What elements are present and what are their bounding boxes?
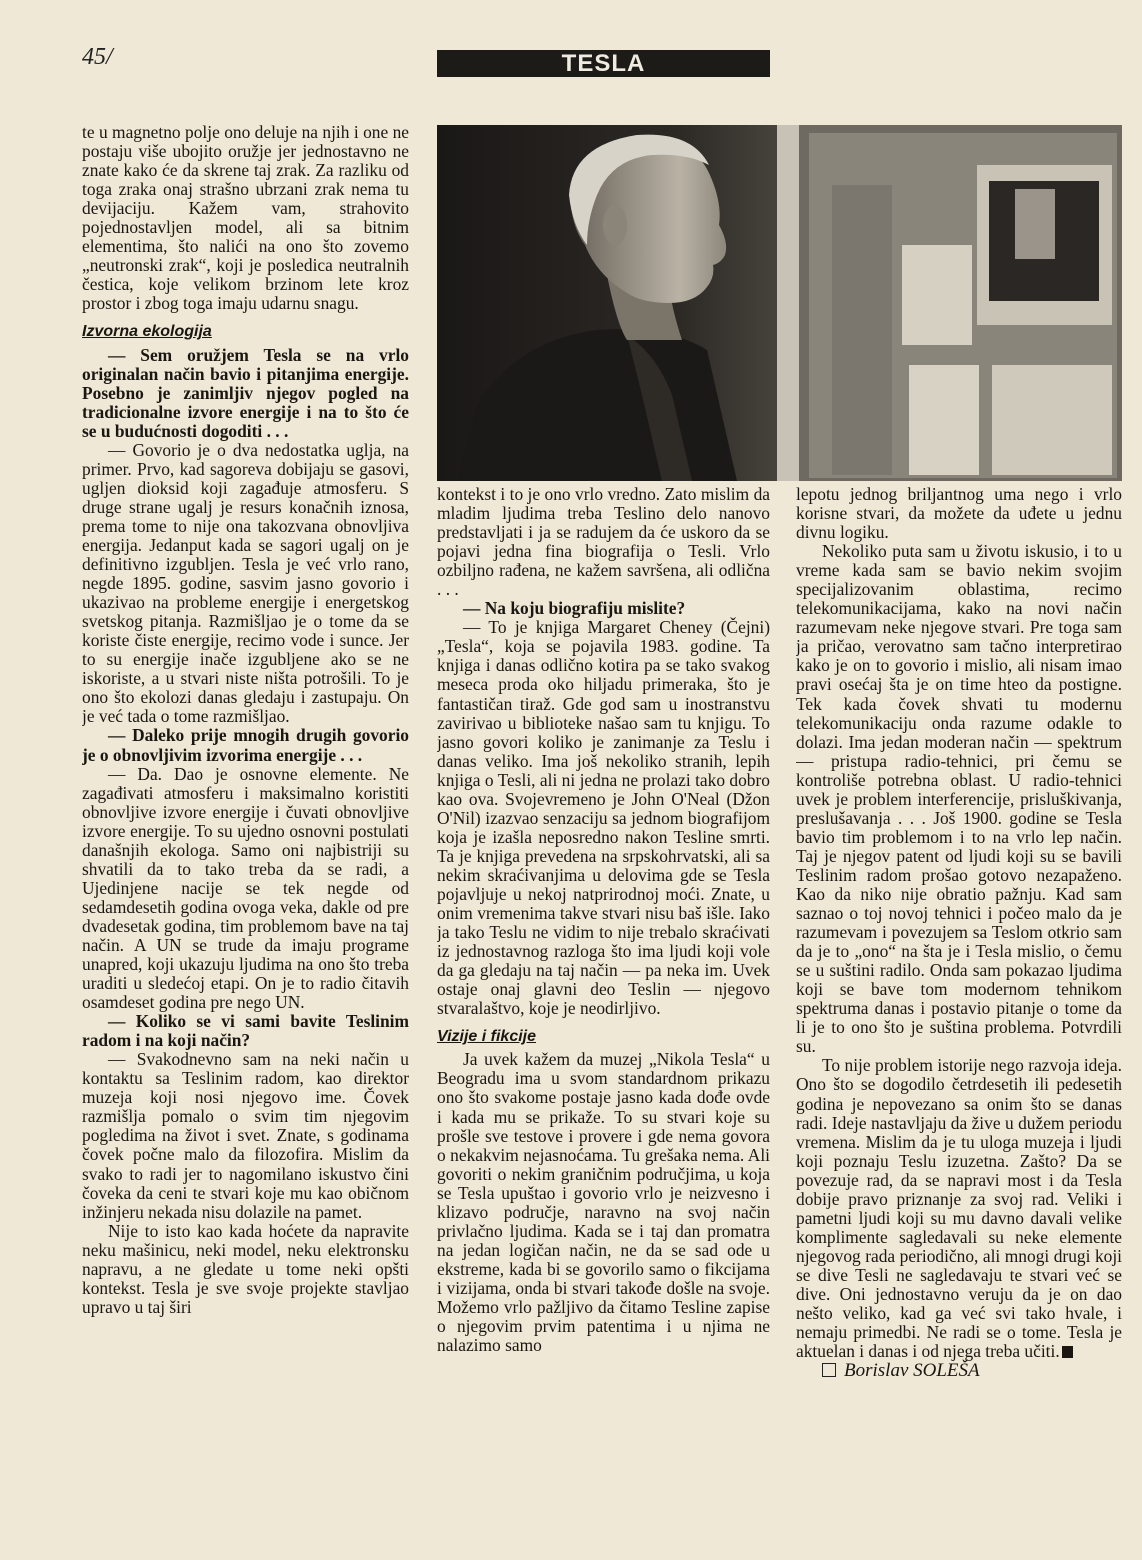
end-of-article-mark <box>1062 1346 1073 1358</box>
page-number: 45/ <box>82 44 113 70</box>
interview-answer: — Da. Dao je osnovne elemente. Ne zagađivati atmosferu i maksimalno koristiti obnovljive izvore energije i čuvati obnovljive izvore energije. To su ujedno osnovni postulati današnjih ekologa. Samo oni najbistriji su shvatili da to tako treba da se radi, a Ujedinjene nacije se tek negde od sedamdesetih godina ovoga veka, dakle od pre dvadesetak godina, tim problemom bave na taj način. A UN se trude da imaju programe unapred, koji ukazuju ljudima na ono što treba uraditi u sledećoj etapi. On je to radio čitavih osamdeset godina pre nego UN. <box>82 763 409 1013</box>
interview-answer-continued: Nije to isto kao kada hoćete da napravite neku mašinicu, neki model, neku elektronsku napravu, a ne gledate u tome neki opšti kontekst. Tesla je sve svoje projekte stavljao upravo u taj širi <box>82 1220 409 1317</box>
column-2-paragraph: kontekst i to je ono vrlo vredno. Zato mislim da mladim ljudima treba Teslino delo nanovo predstavljati i ja se radujem da će uskoro da se pojavi jedna fina biografija o Tesli. Vrlo ozbiljno rađena, ne kažem savršena, ali odlična . . . <box>437 485 770 600</box>
interview-answer: — Svakodnevno sam na neki način u kontaktu sa Teslinim radom, kao direktor muzeja koji nosi njegovo ime. Čovek razmišlja pomalo o svim tim njegovim pogledima na život i svet. Znate, s godinama čovek počne malo da filozofira. Mislim da svako to radi jer to nagomilano iskustvo čini čoveka da ceni te stvari koje mu kao običnom inžinjeru nekada nisu dolazile na pamet. <box>82 1049 409 1222</box>
byline-box-icon <box>822 1363 836 1377</box>
interview-question: — Sem oružjem Tesla se na vrlo originalan način bavio i pitanjima energije. Posebno je zanimljiv njegov pogled na tradicionalne izvore energije i na to što će se u budućnosti dogoditi . . . <box>82 344 409 441</box>
interview-question: — Na koju biografiju mislite? <box>463 598 686 619</box>
interview-answer: — Govorio je o dva nedostatka uglja, na primer. Prvo, kad sagoreva dobijaju se gasovi, ugljen dioksid koji zagađuje atmosferu. S druge strane ugalj je resurs konačnih iznosa, prema tome to nije ona takozvana obnovljiva energija. Jedanput kada se sagori ugalj on je definitivno izgubljen. Tesla je već vrlo rano, negde 1895. godine, sasvim jasno govorio i ukazivao na probleme energije i energetskog svetskog pitanja. Razmišljao je o tome da se koriste čiste energije, recimo vode i sunce. Jer to su energije inače izgubljene ako se ne iskoriste, a u stvari niste ništa potrošili. To je ono što ekolozi danas gledaju i zastupaju. On je već tada o tome razmišljao. <box>82 439 409 727</box>
interview-question: — Koliko se vi sami bavite Teslinim radom i na koji način? <box>82 1011 409 1051</box>
author-byline <box>796 1361 1122 1380</box>
column-2-paragraph: Ja uvek kažem da muzej „Nikola Tesla“ u Beogradu ima u svom standardnom prikazu ono što svakome postaje jasno kada dođe ovde i kada mu se prikaže. To su stvari koje su prošle sve testove i provere i gde nema govora o nekakvim nejasnoćama. Tu grešaka nema. Ali govoriti o nekim graničnim područjima, u koja se Tesla upuštao i govorio vrlo je neizvesno i klizavo područje, naravno na svoj način privlačno ljudima. Kada se i taj dan promatra na jedan logičan način, ne da se sad ode u ekstreme, kada bi se govorilo samo o fikcijama i vizijama, onda bi stvari takođe došle na svoje. Možemo vrlo pažljivo da čitamo Tesline zapise o njegovim prvim patentima i u njima ne nalazimo samo <box>437 1049 770 1356</box>
author-name: Borislav SOLEŠA <box>844 1360 980 1382</box>
column-3-paragraph-final <box>796 1056 1122 1361</box>
interview-answer: — To je knjiga Margaret Cheney (Čejni) „Tesla“, koja se pojavila 1983. godine. Ta knjiga i danas odlično kotira pa se tako svakog meseca proda oko hiljadu primeraka, što je fantastičan tiraž. Gde god sam u inostranstvu zavirivao u biblioteke našao sam tu knjigu. To jasno govori koliko je zanimanje za Teslu i danas veliko. Ima još nekoliko stranih, lepih knjiga o Tesli, ali ni jedna ne prolazi tako dobro kao ova. Svojevremeno je John O'Neal (Džon O'Nil) izazvao senzaciju sa jednom biografijom koja je izašla neposredno nakon Tesline smrti. Ta je knjiga prevedena na srpskohrvatski, ali sa nekim skraćivanjima u delovima gde se Tesla pojavljuje u nekoj natprirodnoj moći. Znate, u onim vremenima takve stvari nisu baš išle. Iako ja tako Teslu ne vidim to nije trebalo skraćivati iz jednostavnog razloga što ima ljudi koji vole da ga gledaju na taj način — pa neka im. Uvek ostaje onaj glavni deo Teslin — njegovo stvaralaštvo, koje je neodirljivo. <box>437 617 770 1019</box>
section-title: TESLA <box>437 50 770 77</box>
column-3-paragraph: lepotu jednog briljantnog uma nego i vrlo korisne stvari, da možete da uđete u jednu divnu logiku. <box>796 485 1122 543</box>
subheading-izvorna-ekologija: Izvorna ekologija <box>82 323 212 341</box>
article-column-1 <box>82 123 409 1533</box>
article-column-3 <box>796 485 1122 1525</box>
column-3-paragraph: Nekoliko puta sam u životu iskusio, i to u vreme kada sam se bavio nekim svojim specijalizovanim oblastima, recimo telekomunikacijama, kako na novi način razumevam neke njegove stvari. Pre toga sam ja pričao, verovatno sam tačno interpretirao kako je on to govorio i mislio, ali nisam imao pravi osećaj šta je on time hteo da postigne. Tek kada čovek shvati tu modernu telekomunikaciju onda razume odakle to dolazi. Ima jedan moderan način — spektrum — pristupa radio-tehnici, pri čemu se kontroliše potrebna oblast. U radio-tehnici uvek je problem interferencije, prisluškivanja, preslušavanja . . . Još 1900. godine se Tesla bavio tim problemom i to na vrlo lep način. Taj je njegov patent od ljudi koji su se bavili Teslinim radom prošao gotovo nezapaženo. Kao da niko nije obratio pažnju. Kad sam saznao o toj novoj tehnici i počeo malo da je razumevam i povezujem sa Teslom otkrio sam da je to „ono“ na šta je i Tesla mislio, o čemu se u suštini radilo. Onda sam pokazao ljudima koji se bave tom modernom tehnikom spektruma danas i postavio pitanje o tome da li je to ono što je suština problema. Potvrdili su. <box>796 541 1122 1057</box>
article-column-2 <box>437 485 770 1525</box>
interview-question: — Daleko prije mnogih drugih govorio je o obnovljivim izvorima energije . . . <box>82 725 409 765</box>
subheading-vizije-i-fikcije: Vizije i fikcije <box>437 1028 537 1046</box>
column-1-paragraph: te u magnetno polje ono deluje na njih i one ne postaju više ubojito oružje jer jednostavno ne znate kako će da skrene taj zrak. Za razliku od toga zraka onaj strašno ubrzani zrak nema tu devijaciju. Kažem vam, strahovito pojednostavljen model, ali sa bitnim elementima, što nalići na ono što zovemo „neutronski zrak“, koji je posledica neutralnih čestica, koje velikom brzinom lete kroz prostor i zbog toga imaju udarnu snagu. <box>82 123 409 314</box>
final-paragraph-text: To nije problem istorije nego razvoja ideja. Ono što se dogodilo četrdesetih ili pedesetih godina je nepovezano sa onim što se danas radi. Ideje nastavljaju da žive u dužem periodu vremena. Mislim da je tu uloga muzeja i ljudi koji poznaju Teslu izuzetna. Zašto? Da se povezuje rad, da se napravi most i da Tesla dobije pravo priznanje za svoj rad. Veliki i pametni ljudi koji su mu davno davali velike komplimente sagledavali su neke elemente njegovog rada periodično, ali mnogi drugi koji se dive Tesli ne sagledavaju te stvari već se dive. Oni jednostavno veruju da je on dao nešto veliko, kad ga već svi tako hvale, i nemaju primedbi. Ne radi se o tome. Tesla je aktuelan i danas i od njega treba učiti. <box>796 1055 1122 1362</box>
photo-illustration <box>437 125 1122 481</box>
portrait-photo <box>437 125 1122 481</box>
